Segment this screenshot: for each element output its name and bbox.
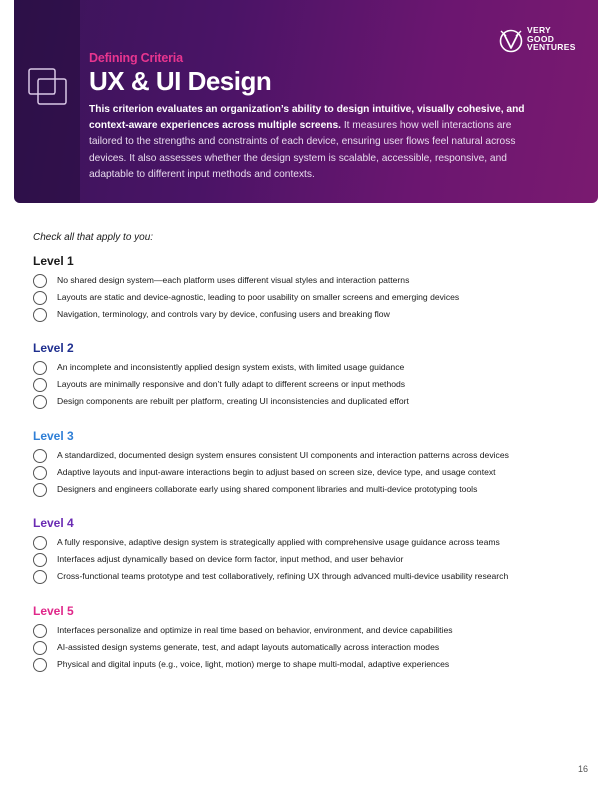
item-label: Interfaces personalize and optimize in real time based on behavior, environment, and device capabilities bbox=[57, 625, 453, 635]
checkbox-circle[interactable] bbox=[33, 483, 47, 497]
item-label: AI-assisted design systems generate, test, and adapt layouts automatically across interaction modes bbox=[57, 642, 440, 652]
list-item[interactable] bbox=[33, 308, 593, 325]
checkbox-circle[interactable] bbox=[33, 378, 47, 392]
intro-bold: This criterion evaluates an organization’s ability to design intuitive, visually cohesive, and context-aware experiences across multiple screens. bbox=[89, 104, 525, 132]
page-title: UX & UI Design bbox=[89, 66, 272, 96]
list-item[interactable] bbox=[33, 274, 593, 291]
list-item[interactable] bbox=[33, 536, 593, 553]
list-item[interactable] bbox=[33, 553, 593, 570]
checkbox-circle[interactable] bbox=[33, 361, 47, 375]
checkbox-circle[interactable] bbox=[33, 395, 47, 409]
section-kicker: Defining Criteria bbox=[89, 51, 183, 65]
checkbox-circle[interactable] bbox=[33, 658, 47, 672]
intro-paragraph bbox=[89, 102, 544, 183]
item-label: An incomplete and inconsistently applied design system exists, with limited usage guidance bbox=[57, 362, 405, 372]
item-label: Designers and engineers collaborate early using shared component libraries and multi-device prototyping tools bbox=[57, 484, 478, 494]
item-label: Layouts are minimally responsive and don’t fully adapt to different screens or input methods bbox=[57, 379, 406, 389]
logo-mark-icon bbox=[498, 27, 524, 55]
level-title: Level 2 bbox=[33, 341, 74, 355]
checkbox-circle[interactable] bbox=[33, 570, 47, 584]
list-item[interactable] bbox=[33, 361, 593, 378]
item-label: Layouts are static and device-agnostic, leading to poor usability on smaller screens and emerging devices bbox=[57, 292, 460, 302]
item-label: Design components are rebuilt per platform, creating UI inconsistencies and duplicated effort bbox=[57, 396, 409, 406]
level-4-section bbox=[33, 516, 593, 598]
list-item[interactable] bbox=[33, 291, 593, 308]
list-item[interactable] bbox=[33, 570, 593, 598]
item-label: A standardized, documented design system ensures consistent UI components and interaction patterns across devices bbox=[57, 450, 509, 460]
item-label: Physical and digital inputs (e.g., voice, light, motion) merge to shape multi-modal, adaptive experiences bbox=[57, 659, 450, 669]
level-title: Level 3 bbox=[33, 429, 74, 443]
logo-line-2: GOOD bbox=[527, 33, 555, 44]
level-title: Level 1 bbox=[33, 254, 74, 268]
level-1-section bbox=[33, 254, 593, 325]
very-good-ventures-logo bbox=[498, 25, 588, 59]
level-title: Level 5 bbox=[33, 604, 74, 618]
page-number: 16 bbox=[578, 764, 589, 774]
list-item[interactable] bbox=[33, 658, 593, 675]
item-label: Cross-functional teams prototype and test collaboratively, refining UX through advanced multi-device usability research bbox=[57, 571, 509, 581]
list-item[interactable] bbox=[33, 483, 593, 500]
checkbox-circle[interactable] bbox=[33, 536, 47, 550]
level-5-section bbox=[33, 604, 593, 675]
item-label: A fully responsive, adaptive design system is strategically applied with comprehensive usage guidance across teams bbox=[57, 537, 500, 547]
checkbox-circle[interactable] bbox=[33, 274, 47, 288]
checkbox-circle[interactable] bbox=[33, 308, 47, 322]
checkbox-circle[interactable] bbox=[33, 624, 47, 638]
logo-line-3: VENTURES bbox=[527, 42, 576, 53]
list-item[interactable] bbox=[33, 641, 593, 658]
checkbox-circle[interactable] bbox=[33, 641, 47, 655]
item-label: No shared design system—each platform uses different visual styles and interaction patterns bbox=[57, 275, 410, 285]
logo-text bbox=[527, 26, 576, 52]
checkbox-circle[interactable] bbox=[33, 466, 47, 480]
header-banner bbox=[14, 0, 598, 203]
list-item[interactable] bbox=[33, 449, 593, 466]
list-item[interactable] bbox=[33, 466, 593, 483]
item-label: Navigation, terminology, and controls vary by device, confusing users and breaking flow bbox=[57, 309, 390, 319]
checkbox-circle[interactable] bbox=[33, 291, 47, 305]
item-label: Interfaces adjust dynamically based on device form factor, input method, and user behavior bbox=[57, 554, 404, 564]
list-item[interactable] bbox=[33, 395, 593, 412]
check-instructions: Check all that apply to you: bbox=[33, 232, 154, 243]
checkbox-circle[interactable] bbox=[33, 553, 47, 567]
checkbox-circle[interactable] bbox=[33, 449, 47, 463]
list-item[interactable] bbox=[33, 624, 593, 641]
level-3-section bbox=[33, 429, 593, 500]
logo-line-1: VERY bbox=[527, 25, 552, 35]
layers-icon bbox=[28, 68, 68, 106]
level-2-section bbox=[33, 341, 593, 412]
item-label: Adaptive layouts and input-aware interactions begin to adjust based on screen size, device type, and usage context bbox=[57, 467, 496, 477]
list-item[interactable] bbox=[33, 378, 593, 395]
level-title: Level 4 bbox=[33, 516, 74, 530]
intro-rest: It measures how well interactions are tailored to the strengths and constraints of each device, ensuring user flows feel natural across devices. It also assesses whether the design system is scalable, accessible, responsive, and adaptable to different input methods and contexts. bbox=[89, 120, 516, 180]
